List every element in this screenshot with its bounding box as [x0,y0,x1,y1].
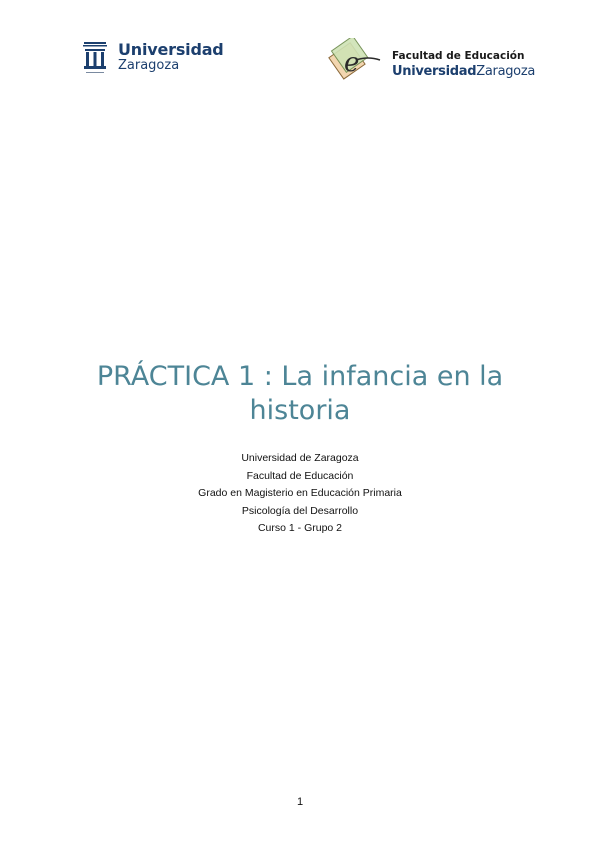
svg-text:e: e [344,48,360,78]
info-subject: Psicología del Desarrollo [241,504,359,517]
document-title-line-2: historia [249,395,351,426]
university-logo [82,40,224,80]
university-logo-city: Zaragoza [118,58,180,73]
info-faculty: Facultad de Educación [246,469,354,482]
faculty-logo-university [392,64,535,79]
faculty-emblem-icon [322,38,384,82]
faculty-logo-university-city: Zaragoza [476,64,536,79]
info-university: Universidad de Zaragoza [241,452,359,464]
page-number: 1 [296,796,304,808]
university-logo-name: Universidad [118,40,224,59]
document-title-line-1: PRÁCTICA 1 : La infancia en la [96,361,504,392]
document-title [60,360,540,428]
faculty-logo [322,38,536,84]
document-info [100,450,500,538]
faculty-logo-university-bold: Universidad [392,64,477,79]
university-emblem-icon [82,40,108,76]
info-course-group: Curso 1 - Grupo 2 [257,522,343,535]
faculty-logo-name: Facultad de Educación [392,50,525,62]
info-degree: Grado en Magisterio en Educación Primaria [198,487,402,500]
